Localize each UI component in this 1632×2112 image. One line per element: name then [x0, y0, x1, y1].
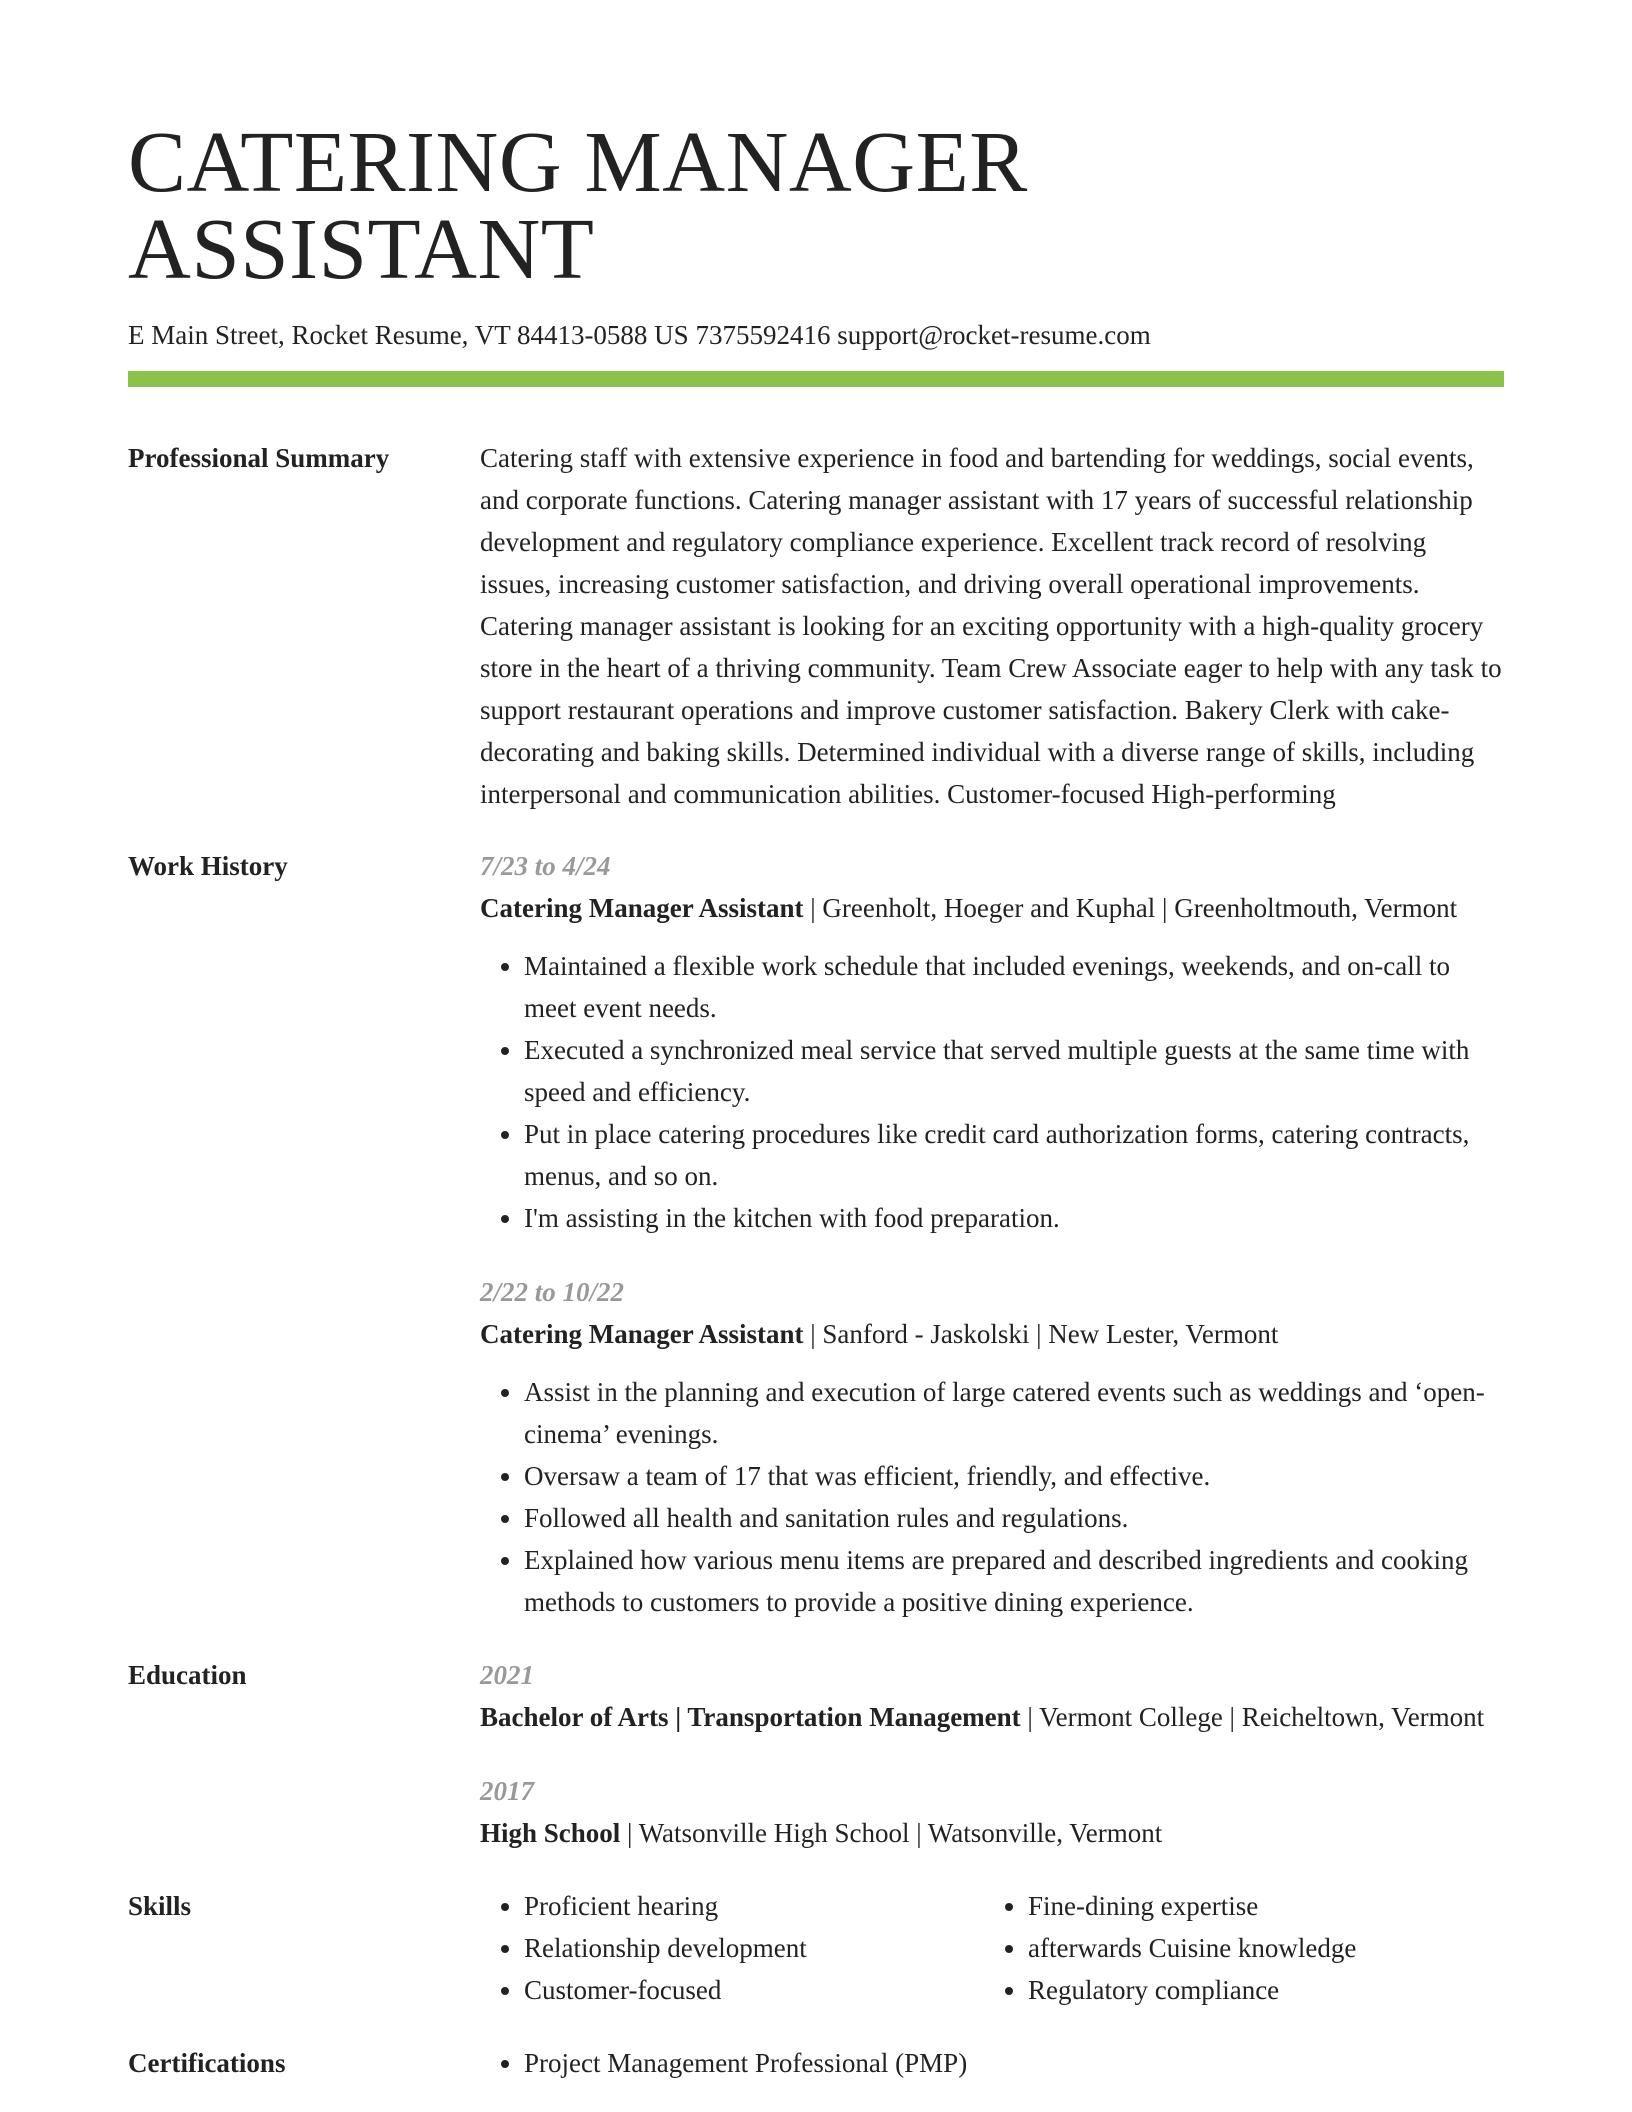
job-bullet: • Followed all health and sanitation rules and regulations. — [524, 1497, 1504, 1539]
skill-item: • Fine-dining expertise — [1028, 1885, 1508, 1927]
job-title: Catering Manager Assistant — [480, 893, 804, 924]
job-entry — [480, 1271, 1504, 1623]
job-bullets — [480, 1371, 1504, 1623]
certification-item: • Project Management Professional (PMP) — [524, 2042, 1504, 2084]
education-degree: Bachelor of Arts | Transportation Management — [480, 1702, 1021, 1733]
education-year: 2017 — [480, 1776, 534, 1807]
education-body — [480, 1654, 1504, 1854]
work-history-label: Work History — [128, 851, 288, 882]
certifications-list — [480, 2042, 1504, 2084]
education-section — [128, 1654, 1504, 1854]
education-degree: High School — [480, 1818, 621, 1849]
job-details: | Sanford - Jaskolski | New Lester, Vermont — [803, 1319, 1279, 1350]
job-bullet: • Assist in the planning and execution of large catered events such as weddings and ‘open-cinema’ evenings. — [524, 1371, 1504, 1455]
skills-list-left — [480, 1885, 984, 2011]
certifications-label: Certifications — [128, 2048, 286, 2079]
skills-grid — [480, 1885, 1508, 2011]
resume-name: CATERING MANAGER ASSISTANT — [128, 113, 1028, 297]
skill-item: • Relationship development — [524, 1927, 984, 1969]
resume-page — [128, 0, 1504, 2084]
education-entry — [480, 1654, 1504, 1738]
education-details: | Vermont College | Reicheltown, Vermont — [1020, 1702, 1485, 1733]
job-dates: 2/22 to 10/22 — [480, 1277, 625, 1308]
skill-item: • afterwards Cuisine knowledge — [1028, 1927, 1508, 1969]
work-history-section — [128, 845, 1504, 1623]
summary-section — [128, 437, 1504, 815]
job-bullet: • Oversaw a team of 17 that was efficient, friendly, and effective. — [524, 1455, 1504, 1497]
education-details: | Watsonville High School | Watsonville, Vermont — [620, 1818, 1163, 1849]
education-heading — [480, 1696, 1504, 1738]
education-year: 2021 — [480, 1660, 534, 1691]
certifications-section — [128, 2042, 1504, 2084]
skill-item: • Regulatory compliance — [1028, 1969, 1508, 2011]
certifications-body — [480, 2042, 1504, 2084]
job-bullet: • Explained how various menu items are prepared and described ingredients and cooking methods to customers to provide a positive dining experience. — [524, 1539, 1504, 1623]
job-bullet: • Maintained a flexible work schedule that included evenings, weekends, and on-call to meet event needs. — [524, 945, 1504, 1029]
education-heading — [480, 1812, 1504, 1854]
contact-line: E Main Street, Rocket Resume, VT 84413-0588 US 7375592416 support@rocket-resume.com — [128, 320, 1151, 350]
job-bullet: • Executed a synchronized meal service that served multiple guests at the same time with speed and efficiency. — [524, 1029, 1504, 1113]
skills-section — [128, 1885, 1504, 2011]
summary-label: Professional Summary — [128, 443, 390, 474]
summary-text: Catering staff with extensive experience in food and bartending for weddings, social events, and corporate functions. Catering manager assistant with 17 years of successful relationship development and regulatory compliance experience. Excellent track record of resolving issues, increasing customer satisfaction, and driving overall operational improvements. Catering manager assistant is looking for an exciting opportunity with a high-quality grocery store in the heart of a thriving community. Team Crew Associate eager to help with any task to support restaurant operations and improve customer satisfaction. Bakery Clerk with cake-decorating and baking skills. Determined individual with a diverse range of skills, including interpersonal and communication abilities. Customer-focused High-performing — [480, 443, 1502, 810]
skill-item: • Proficient hearing — [524, 1885, 984, 1927]
job-dates: 7/23 to 4/24 — [480, 851, 611, 882]
job-details: | Greenholt, Hoeger and Kuphal | Greenholtmouth, Vermont — [803, 893, 1458, 924]
education-label: Education — [128, 1660, 247, 1691]
skills-label: Skills — [128, 1891, 192, 1922]
skills-list-right — [984, 1885, 1508, 2011]
job-bullet: • I'm assisting in the kitchen with food preparation. — [524, 1197, 1504, 1239]
education-entry — [480, 1770, 1504, 1854]
job-heading — [480, 887, 1504, 929]
job-title: Catering Manager Assistant — [480, 1319, 804, 1350]
skill-item: • Customer-focused — [524, 1969, 984, 2011]
job-bullet: • Put in place catering procedures like credit card authorization forms, catering contracts, menus, and so on. — [524, 1113, 1504, 1197]
job-entry — [480, 845, 1504, 1239]
job-bullets — [480, 945, 1504, 1239]
work-history-body — [480, 845, 1504, 1623]
header-divider — [128, 371, 1504, 387]
job-heading — [480, 1313, 1504, 1355]
